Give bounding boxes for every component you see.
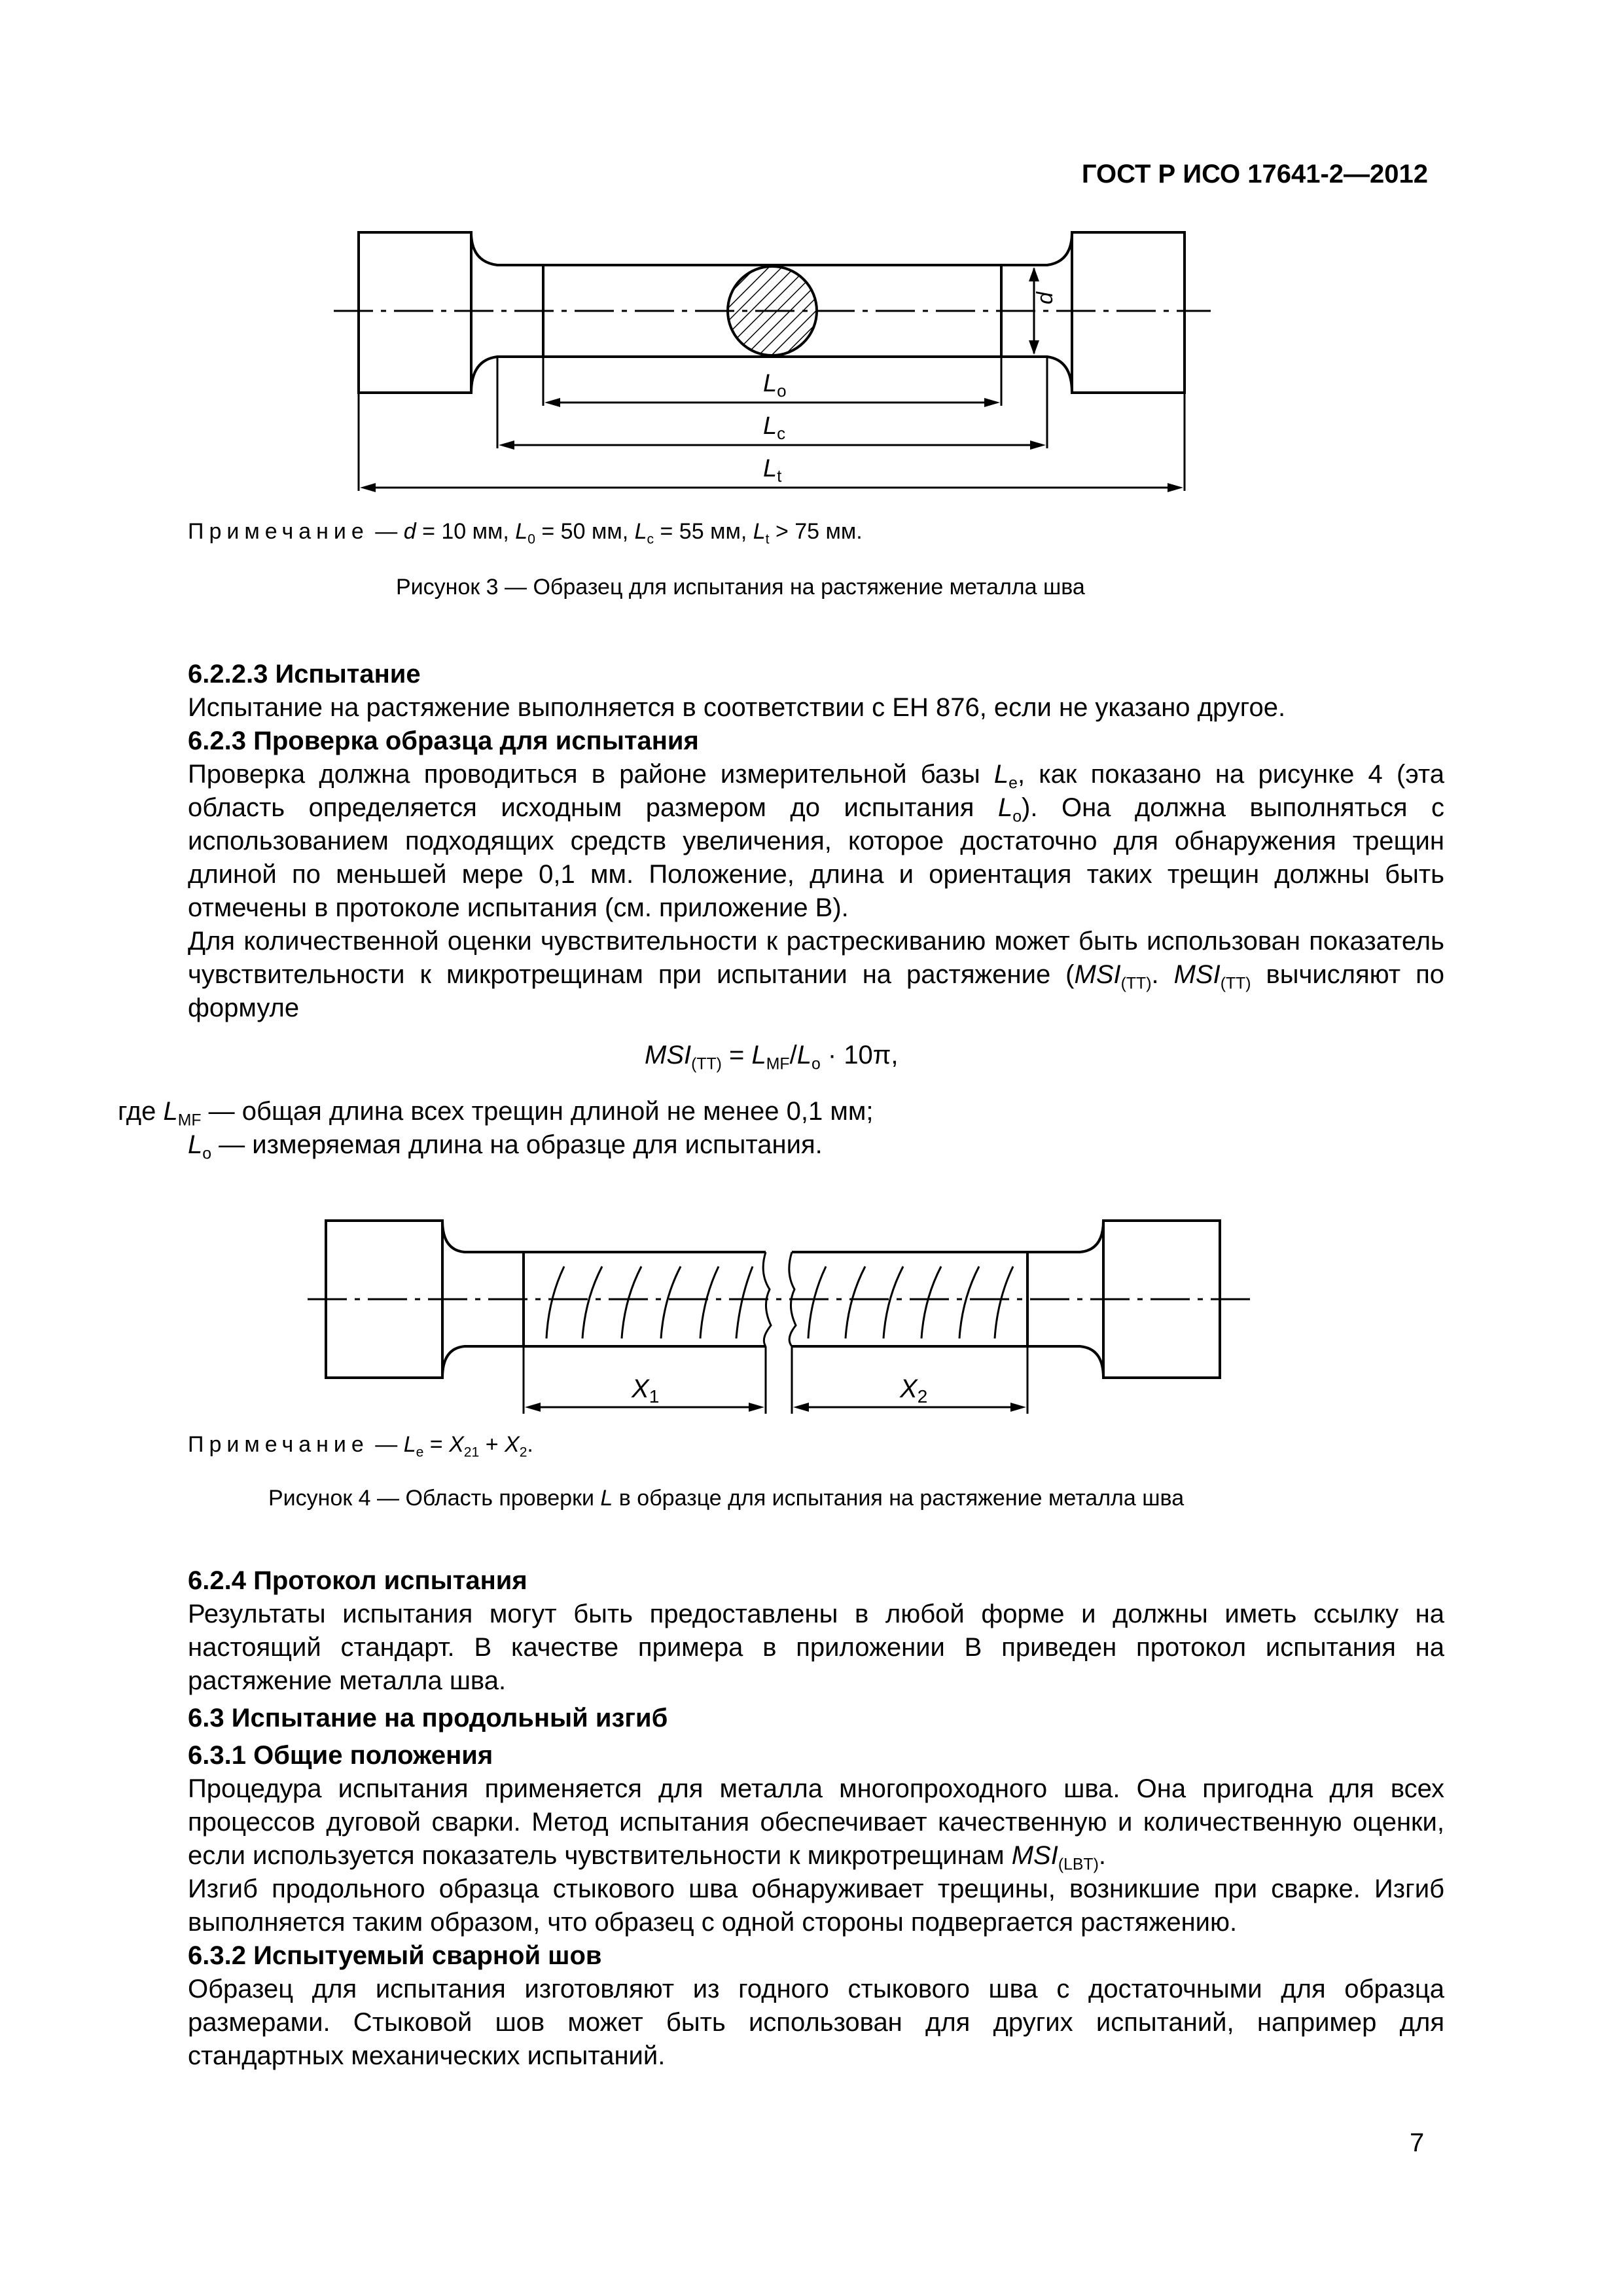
paragraph: Результаты испытания могут быть предоставлены в любой форме и должны иметь ссылку на настоящий стандарт. В качестве примера в приложении В приведен протокол испытания на растяжение металла шва. (188, 1600, 1444, 1695)
paragraph: Изгиб продольного образца стыкового шва обнаруживает трещины, возникшие при сварке. Изгиб выполняется таким образом, что образец с одной стороны подвергается растяжению. (188, 1874, 1444, 1937)
dim-Lt-label: $L_t$ (763, 455, 782, 486)
dim-d-label: d (1033, 292, 1058, 304)
paragraph: Образец для испытания изготовляют из годного стыкового шва с достаточными для образца размерами. Стыковой шов может быть использован для других испытаний, например для стандартных механических испытаний. (188, 1975, 1444, 2070)
sections-6-2-4-to-6-3-2 (188, 1564, 1444, 2073)
formula-where-2: $L_o$ — измеряемая длина на образце для испытания. (188, 1130, 823, 1163)
section-heading: 6.3.2 Испытуемый сварной шов (188, 1941, 602, 1970)
left-grip (359, 232, 471, 393)
formula-where-1: где $L_{MF}$ — общая длина всех трещин длиной не менее 0,1 мм; (118, 1097, 874, 1130)
paragraph: Процедура испытания применяется для металла многопроходного шва. Она пригодна для всех процессов дуговой сварки. Метод испытания обеспечивает качественную и количественную оценки, если используется показатель чувствительности к микротрещинам $MSI_{(LBT)}$. (188, 1774, 1444, 1874)
dim-Lc-label: $L_c$ (763, 412, 786, 443)
figure-4-drawing (308, 1208, 1257, 1430)
dim-L0-label: $L_o$ (763, 370, 787, 401)
section-heading: 6.2.4 Протокол испытания (188, 1566, 527, 1595)
page-number: 7 (1410, 2128, 1425, 2157)
dim-x1-label: $X_1$ (632, 1374, 660, 1407)
section-heading: 6.2.3 Проверка образца для испытания (188, 726, 699, 755)
figure-4-caption: Рисунок 4 — Область проверки L в образце для испытания на растяжение металла шва (268, 1486, 1185, 1511)
document-header: ГОСТ Р ИСО 17641-2—2012 (1081, 160, 1428, 188)
formula-msi-tt: $MSI_{(TT)} = L_{MF}/L_o \cdot 10\pi$, (645, 1041, 899, 1073)
dim-x2-label: $X_2$ (900, 1374, 928, 1407)
paragraph: Для количественной оценки чувствительности к растрескиванию может быть использован показатель чувствительности к микротрещинам при испытании на растяжение ($MSI_{(TT)}$. $MSI_{(TT)}$ вычисляют по формуле (188, 927, 1445, 1022)
section-heading: 6.2.2.3 Испытание (188, 660, 421, 689)
section-6-2-2-3 (188, 658, 1444, 1025)
figure-4-note: Примечание — $L_e = X_{21} + X_2$. (188, 1432, 533, 1460)
section-heading: 6.3 Испытание на продольный изгиб (188, 1704, 668, 1732)
figure-3-caption: Рисунок 3 — Образец для испытания на растяжение металла шва (396, 575, 1085, 600)
figure-3-drawing (314, 216, 1230, 504)
right-grip (1072, 232, 1185, 393)
figure-3-note: Примечание — d = 10 мм, $L_0 = 50$ мм, $L_c = 55$ мм, $L_t > 75$ мм. (188, 519, 863, 547)
paragraph: Проверка должна проводиться в районе измерительной базы $L_e$, как показано на рисунке 4 (эта область определяется исходным размером до испытания $L_o$). Она должна выполняться с использованием подходящих средств увеличения, которое достаточно для обнаружения трещин длиной по меньшей мере 0,1 мм. Положение, длина и ориентация таких трещин должны быть отмечены в протоколе испытания (см. приложение В). (188, 760, 1444, 922)
paragraph: Испытание на растяжение выполняется в соответствии с ЕН 876, если не указано другое. (188, 693, 1286, 722)
section-heading: 6.3.1 Общие положения (188, 1741, 493, 1770)
